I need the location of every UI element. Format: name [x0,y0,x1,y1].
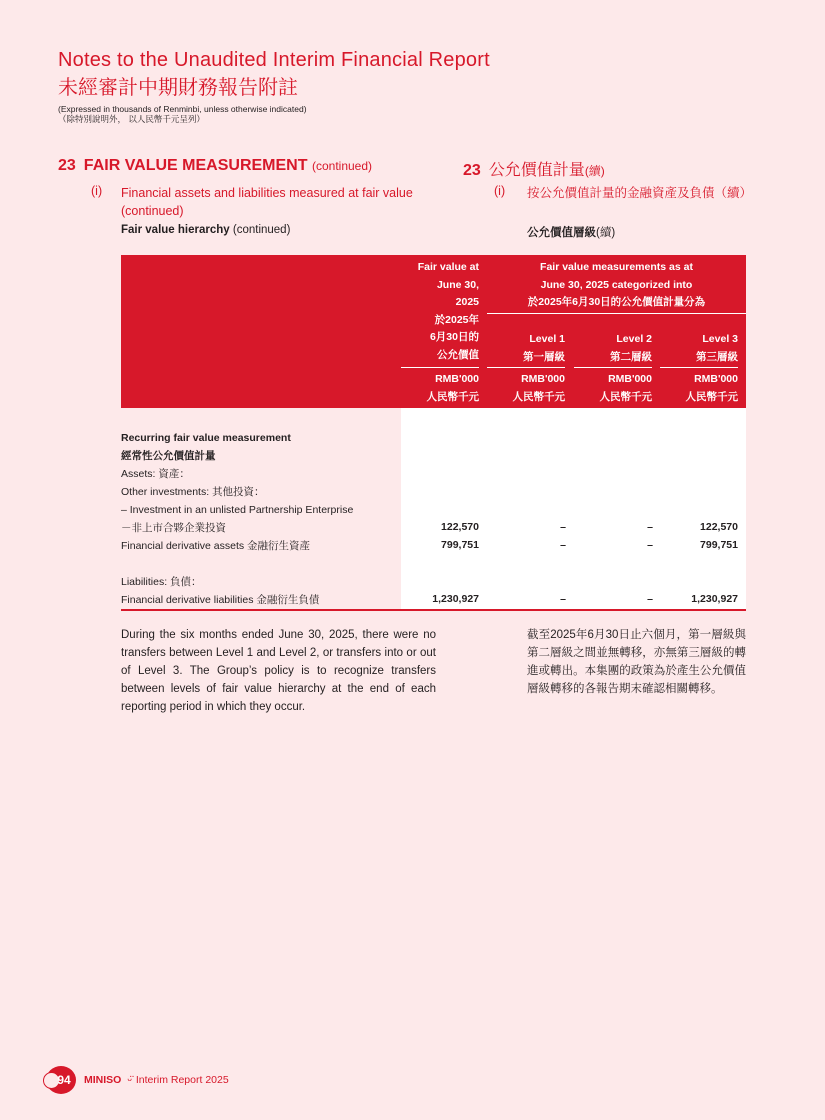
table-cell: – [647,539,653,551]
table-bottom-rule [121,609,746,611]
table-cell: – [560,539,566,551]
label-text: Recurring fair value measurement [121,432,291,444]
section-number: 23 [58,157,76,174]
header-line: 於2025年6月30日的公允價值計量分為 [527,296,706,308]
table-cell: 1,230,927 [432,593,479,605]
currency-note [58,104,307,124]
row-label: – Investment in an unlisted Partnership Enterprise [121,504,354,516]
header-line: Fair value measurements as at [540,261,693,273]
transfers-paragraph-en: During the six months ended June 30, 2025, there were no transfers between Level 1 and Level 2, or transfers into or out of Level 3. The Group’s policy is to recognize transfers between levels of fair value hierarchy at the end of each reporting period in which they occur. [121,629,436,713]
header-line: Fair value at [417,261,479,273]
header-line: Level 3 [702,333,738,345]
subsection-index-zh: (i) [494,184,506,198]
level1-header [487,331,565,366]
label-text: 經常性公允價值計量 [121,450,216,462]
row-label: Liabilities: 負債： [121,576,202,588]
page-number: 94 [57,1073,71,1087]
level2-header [574,331,652,366]
unit-rule [574,367,652,368]
row-label: Assets: 資產： [121,468,190,480]
header-line: RMB'000 [435,373,479,385]
brand-logo: MINISO [84,1074,122,1086]
page-footer [46,1066,229,1094]
table-cell: – [647,593,653,605]
subsection-title-en: Financial assets and liabilities measured at fair value (continued) [121,186,413,218]
currency-note-en: (Expressed in thousands of Renminbi, unless otherwise indicated) [58,104,307,114]
row-label [121,447,216,465]
smile-logo-icon: ᵕ̈ [127,1073,132,1087]
table-cell: 1,230,927 [691,593,738,605]
hierarchy-continued-en: (continued) [232,224,291,236]
subsection-title-zh: 按公允價值計量的金融資產及負債（續） [527,186,753,200]
page-number-badge [46,1066,76,1094]
table-cell: 122,570 [700,521,738,533]
hierarchy-heading-en [121,224,290,236]
header-line: 公允價值 [437,348,479,361]
section-heading-zh [463,157,605,180]
header-line: June 30, 2025 categorized into [540,278,693,291]
report-name: Interim Report 2025 [135,1074,229,1086]
table-cell: 799,751 [441,539,479,551]
section-title-zh: 公允價值計量 [488,162,585,179]
report-title-en: Notes to the Unaudited Interim Financial Report [58,49,490,71]
header-line: 6月30日的 [429,331,479,343]
table-header [121,255,746,408]
row-label: Financial derivative assets 金融衍生資產 [121,540,311,552]
header-line: 第三層級 [696,350,738,363]
header-line: 於2025年 [434,313,479,326]
header-line: RMB'000 [608,373,652,385]
table-value-panel [401,408,746,609]
unit-header [401,371,479,406]
unit-rule [487,367,565,368]
hierarchy-heading-zh [527,224,615,240]
row-label: Other investments: 其他投資： [121,486,265,498]
currency-note-zh: （除特別說明外， 以人民幣千元呈列） [58,114,205,124]
header-line: June 30, [436,278,479,291]
header-line: RMB'000 [521,373,565,385]
row-label: －非上市合夥企業投資 [121,522,226,534]
hierarchy-title-zh: 公允價值層級 [527,227,596,239]
header-line: 2025 [455,296,479,308]
transfers-paragraph-zh: 截至2025年6月30日止六個月，第一層級與第二層級之間並無轉移，亦無第三層級的轉進或轉出。本集團的政策為於產生公允價值層級轉移的各報告期末確認相關轉移。 [527,629,746,695]
report-title-zh: 未經審計中期財務報告附註 [58,77,298,99]
group-underline [487,313,746,314]
section-title-en: FAIR VALUE MEASUREMENT [83,157,308,174]
hierarchy-continued-zh: (續) [596,227,616,239]
header-line: Level 2 [616,333,652,345]
unit-rule [660,367,738,368]
header-line: 人民幣千元 [426,390,479,403]
row-label: Financial derivative liabilities 金融衍生負債 [121,594,320,606]
unit-rule [401,367,479,368]
unit-header [574,371,652,406]
table-cell: 122,570 [441,521,479,533]
header-line: 人民幣千元 [512,390,565,403]
header-line: Level 1 [529,333,565,345]
table-cell: 799,751 [700,539,738,551]
subsection-index-en: (i) [91,184,103,198]
section-heading-en [58,157,372,175]
header-line: 人民幣千元 [685,390,738,403]
level3-header [660,331,738,366]
header-line: RMB'000 [694,373,738,385]
table-cell: – [560,593,566,605]
level-group-header [487,259,746,312]
section-number-zh: 23 [463,162,481,179]
table-cell: – [647,521,653,533]
header-line: 人民幣千元 [599,390,652,403]
fair-value-column-header [401,259,479,364]
unit-header [487,371,565,406]
section-continued-en: (continued) [311,159,373,173]
header-line: 第一層級 [523,350,565,363]
table-cell: – [560,521,566,533]
unit-header [660,371,738,406]
row-label [121,429,291,447]
header-line: 第二層級 [610,350,652,363]
hierarchy-title-en: Fair value hierarchy [121,224,230,236]
section-continued-zh: (續) [584,164,605,178]
